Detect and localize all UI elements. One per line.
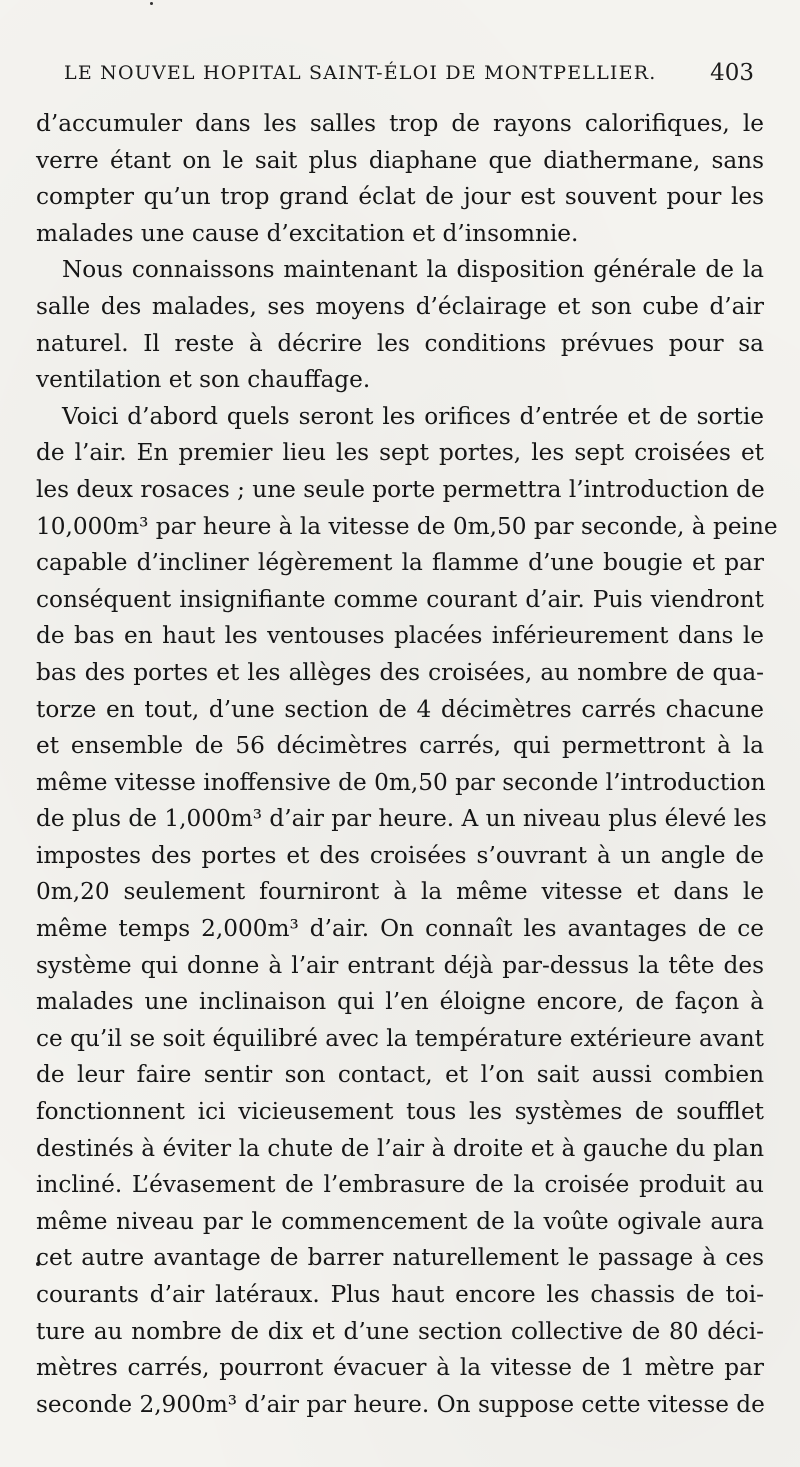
text-line: verre étant on le sait plus diaphane que diathermane, sans bbox=[36, 146, 764, 174]
text-line: fonctionnent ici vicieusement tous les systèmes de soufflet bbox=[36, 1098, 764, 1126]
text-line: seconde 2,900m³ d’air par heure. On suppose cette vitesse de bbox=[36, 1390, 765, 1418]
text-line: malades une cause d’excitation et d’insomnie. bbox=[36, 219, 579, 247]
text-line: de plus de 1,000m³ d’air par heure. A un niveau plus élevé les bbox=[36, 805, 767, 833]
text-line: ce qu’il se soit équilibré avec la température extérieure avant bbox=[36, 1024, 764, 1052]
text-line: salle des malades, ses moyens d’éclairage et son cube d’air bbox=[36, 292, 764, 320]
text-line: de bas en haut les ventouses placées inférieurement dans le bbox=[36, 622, 764, 650]
text-line: ture au nombre de dix et d’une section collective de 80 déci- bbox=[36, 1317, 764, 1345]
text-line: 0m,20 seulement fourniront à la même vitesse et dans le bbox=[36, 878, 764, 906]
text-line: cet autre avantage de barrer naturellement le passage à ces bbox=[36, 1244, 764, 1272]
text-line: et ensemble de 56 décimètres carrés, qui permettront à la bbox=[36, 732, 764, 760]
running-head bbox=[64, 62, 754, 92]
text-line: de leur faire sentir son contact, et l’on sait aussi combien bbox=[36, 1061, 764, 1089]
text-line: torze en tout, d’une section de 4 décimètres carrés chacune bbox=[36, 695, 764, 723]
text-line: incliné. L’évasement de l’embrasure de la croisée produit au bbox=[36, 1171, 764, 1199]
ink-speck bbox=[150, 2, 153, 5]
text-line: Nous connaissons maintenant la disposition générale de la bbox=[62, 256, 764, 284]
text-line: même niveau par le commencement de la voûte ogivale aura bbox=[36, 1207, 764, 1235]
text-line: système qui donne à l’air entrant déjà par-dessus la tête des bbox=[36, 951, 764, 979]
running-title: LE NOUVEL HOPITAL SAINT-ÉLOI DE MONTPELLIER. bbox=[64, 62, 657, 84]
text-line: d’accumuler dans les salles trop de rayons calorifiques, le bbox=[36, 110, 764, 137]
page-number: 403 bbox=[710, 60, 754, 86]
text-line: les deux rosaces ; une seule porte permettra l’introduction de bbox=[36, 475, 765, 503]
text-line: malades une inclinaison qui l’en éloigne encore, de façon à bbox=[36, 988, 764, 1016]
text-line: naturel. Il reste à décrire les conditions prévues pour sa bbox=[36, 329, 764, 357]
text-line: Voici d’abord quels seront les orifices d’entrée et de sortie bbox=[62, 402, 764, 430]
text-line: bas des portes et les allèges des croisées, au nombre de qua- bbox=[36, 658, 764, 686]
text-line: conséquent insignifiante comme courant d’air. Puis viendront bbox=[36, 585, 764, 613]
text-line: même vitesse inoffensive de 0m,50 par seconde l’introduction bbox=[36, 768, 766, 796]
paragraph bbox=[36, 106, 764, 252]
text-line: impostes des portes et des croisées s’ouvrant à un angle de bbox=[36, 841, 764, 869]
text-line: ventilation et son chauffage. bbox=[36, 366, 371, 394]
paragraph bbox=[36, 252, 764, 398]
text-line: même temps 2,000m³ d’air. On connaît les avantages de ce bbox=[36, 915, 764, 943]
text-line: compter qu’un trop grand éclat de jour est souvent pour les bbox=[36, 183, 764, 211]
text-line: 10,000m³ par heure à la vitesse de 0m,50 par seconde, à peine bbox=[36, 512, 778, 540]
text-line: de l’air. En premier lieu les sept portes, les sept croisées et bbox=[36, 439, 764, 467]
text-line: mètres carrés, pourront évacuer à la vitesse de 1 mètre par bbox=[36, 1354, 764, 1382]
text-line: capable d’incliner légèrement la flamme d’une bougie et par bbox=[36, 549, 764, 577]
body-text bbox=[36, 106, 778, 1423]
paragraph bbox=[36, 399, 778, 1424]
text-line: destinés à éviter la chute de l’air à droite et à gauche du plan bbox=[36, 1134, 764, 1162]
text-line: courants d’air latéraux. Plus haut encore les chassis de toi- bbox=[36, 1281, 764, 1308]
